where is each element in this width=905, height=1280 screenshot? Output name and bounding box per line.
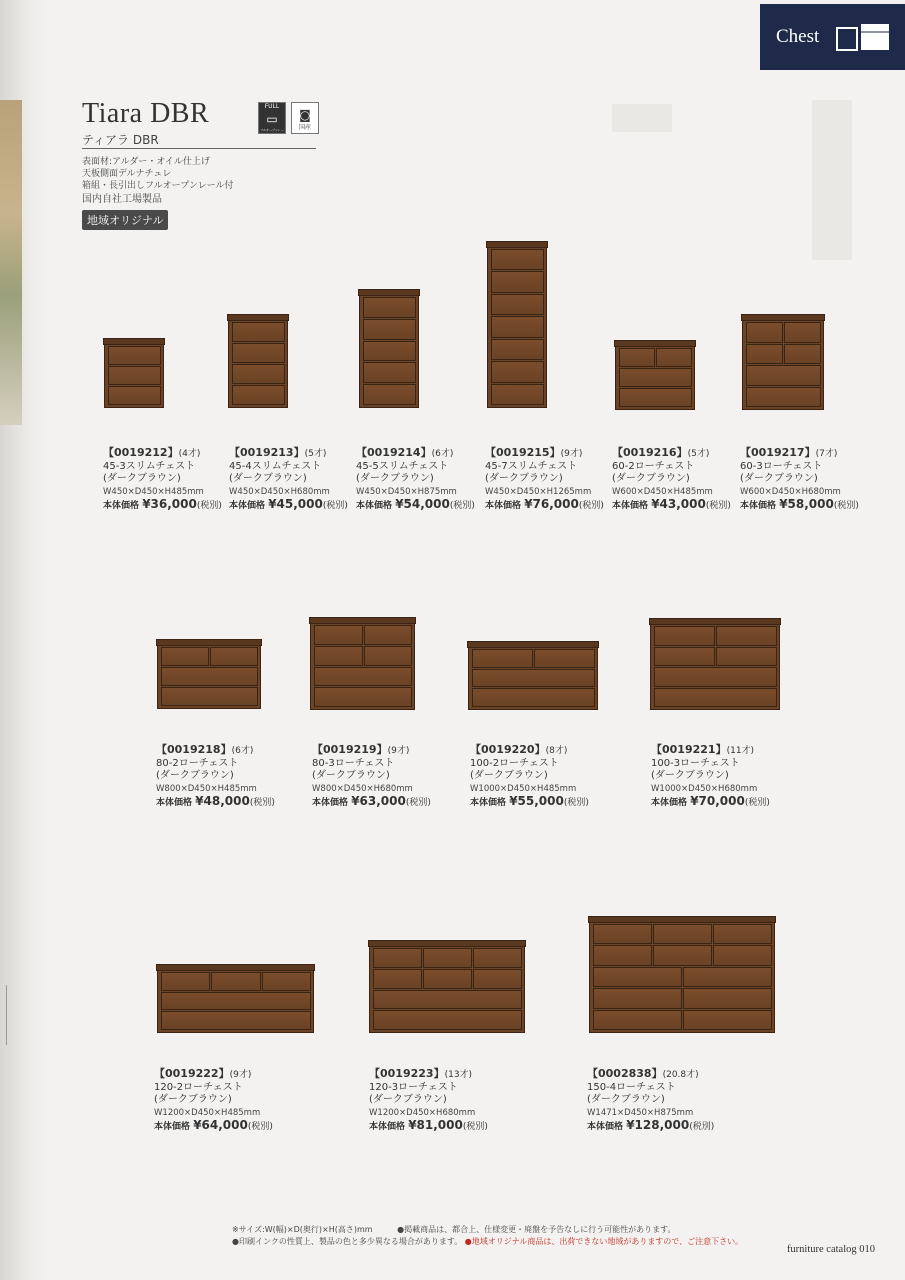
chest-drawer [211,972,260,991]
product-size: (5才) [304,449,327,459]
chest-drawer [210,647,258,666]
chest-top [486,241,548,248]
chest-drawer [472,669,595,688]
chest-drawer [363,297,416,318]
chest-icon [835,22,891,52]
product-size: (6才) [431,449,454,459]
product-color: (ダークブラウン) [651,770,729,781]
product-code: 【0019214】 [356,446,432,459]
product-size: (9才) [387,746,410,756]
product-code: 【0019212】 [103,446,179,459]
chest-drawer [314,625,363,645]
product-size: (13才) [444,1070,473,1080]
tax-note: (税別) [705,501,731,511]
chest-drawer [491,294,544,315]
chest-top [588,916,776,923]
chest-drawer [161,667,258,686]
price-label: 本体価格 [587,1122,624,1132]
product-code: 【0019213】 [229,446,305,459]
chest-top [467,641,599,648]
product-name: 80-3ローチェスト [312,757,395,769]
chest-drawer [373,948,422,968]
page-footer [787,1244,875,1255]
tax-note: (税別) [563,798,589,808]
previous-page-edge [0,985,7,1045]
product-dimensions: W1000×D450×H680mm [651,783,758,794]
chest-drawer [491,384,544,405]
product-size: (11才) [726,746,755,756]
product-size: (20.8才) [662,1070,699,1080]
product-info [154,1068,273,1134]
spec-line: 表面材:アルダー・オイル仕上げ [82,157,210,167]
product-code: 【0002838】 [587,1067,663,1080]
domestic-icon: ◙ 国産 [291,102,319,134]
price-label: 本体価格 [740,501,777,511]
product-code: 【0019220】 [470,743,546,756]
product-series-title: Tiara DBR [82,98,210,129]
product-price: ¥63,000 [351,794,406,808]
chest-drawer [619,348,655,367]
chest-drawer [683,967,772,987]
product-dimensions: W450×D450×H1265mm [485,486,592,497]
product-price: ¥45,000 [268,497,323,511]
product-info [369,1068,488,1134]
chest-image [104,340,164,408]
chest-drawer [472,688,595,707]
product-info [356,447,475,513]
price-label: 本体価格 [369,1122,406,1132]
product-code: 【0019223】 [369,1067,445,1080]
chest-drawer [683,1010,772,1030]
product-price: ¥64,000 [193,1118,248,1132]
regional-original-badge: 地域オリジナル [82,210,168,230]
product-size: (9才) [560,449,583,459]
tax-note: (税別) [833,501,859,511]
chest-drawer [314,646,363,666]
chest-drawer [314,667,412,687]
chest-drawer [656,348,692,367]
catalog-name: furniture catalog [786,1244,857,1255]
chest-image [228,316,288,408]
product-name: 45-4スリムチェスト [229,460,322,472]
product-color: (ダークブラウン) [612,473,690,484]
product-color: (ダークブラウン) [356,473,434,484]
chest-drawer [654,626,715,646]
tax-note: (税別) [462,1122,488,1132]
chest-drawer [373,969,422,989]
chest-drawer [364,625,413,645]
chest-drawer [161,1011,311,1030]
product-name: 120-3ローチェスト [369,1081,458,1093]
chest-drawer [713,924,772,944]
chest-drawer [491,271,544,292]
chest-drawer [363,362,416,383]
product-info [651,744,770,810]
price-label: 本体価格 [612,501,649,511]
chest-drawer [314,687,412,707]
chest-drawer [473,948,522,968]
product-size: (5才) [687,449,710,459]
product-color: (ダークブラウン) [156,770,234,781]
chest-drawer [784,322,821,343]
chest-drawer [262,972,311,991]
footnote-spec-change: ●掲載商品は、都合上、仕様変更・廃盤を予告なしに行う可能性があります。 [397,1225,676,1234]
page-number: 010 [859,1244,875,1255]
product-price: ¥36,000 [142,497,197,511]
product-color: (ダークブラウン) [485,473,563,484]
chest-drawer [161,647,209,666]
chest-drawer [373,1010,522,1030]
spec-line: 天板側面デルナチュレ [82,169,172,179]
product-price: ¥48,000 [195,794,250,808]
product-code: 【0019217】 [740,446,816,459]
chest-top [156,639,262,646]
chest-drawer [108,346,161,365]
chest-top [156,964,315,971]
tax-note: (税別) [744,798,770,808]
chest-drawer [593,967,682,987]
chest-drawer [653,945,712,965]
product-name: 80-2ローチェスト [156,757,239,769]
product-color: (ダークブラウン) [229,473,307,484]
chest-drawer [473,969,522,989]
product-name: 45-3スリムチェスト [103,460,196,472]
chest-drawer [373,990,522,1010]
product-price: ¥55,000 [509,794,564,808]
chest-top [741,314,825,321]
product-size: (8才) [545,746,568,756]
feature-sublabel: フルオープンレール [260,128,284,139]
tax-note: (税別) [196,501,222,511]
chest-image [487,243,547,408]
product-dimensions: W450×D450×H485mm [103,486,204,497]
product-price: ¥43,000 [651,497,706,511]
product-price: ¥76,000 [524,497,579,511]
price-label: 本体価格 [470,798,507,808]
product-price: ¥81,000 [408,1118,463,1132]
product-name: 60-3ローチェスト [740,460,823,472]
product-code: 【0019218】 [156,743,232,756]
title-divider [82,148,316,149]
product-dimensions: W1471×D450×H875mm [587,1107,694,1118]
chest-drawer [746,344,783,365]
product-series-subtitle: ティアラ DBR [82,133,159,147]
product-color: (ダークブラウン) [312,770,390,781]
product-dimensions: W450×D450×H875mm [356,486,457,497]
chest-drawer [784,344,821,365]
chest-top [368,940,526,947]
chest-drawer [232,343,285,363]
chest-drawer [716,647,777,667]
product-info [156,744,275,810]
product-name: 120-2ローチェスト [154,1081,243,1093]
product-size: (6才) [231,746,254,756]
chest-drawer [593,1010,682,1030]
product-dimensions: W600×D450×H680mm [740,486,841,497]
chest-drawer [746,365,821,386]
product-dimensions: W1200×D450×H485mm [154,1107,261,1118]
chest-drawer [472,649,533,668]
product-color: (ダークブラウン) [587,1094,665,1105]
product-price: ¥58,000 [779,497,834,511]
chest-drawer [491,249,544,270]
chest-drawer [161,972,210,991]
chest-drawer [593,924,652,944]
chest-image [615,342,695,410]
chest-drawer [653,924,712,944]
chest-top [358,289,420,296]
feature-icons [258,102,319,139]
product-size: (9才) [229,1070,252,1080]
chest-drawer [232,364,285,384]
product-price: ¥70,000 [690,794,745,808]
chest-drawer [593,988,682,1008]
chest-drawer [364,646,413,666]
chest-image [369,942,525,1033]
product-dimensions: W450×D450×H680mm [229,486,330,497]
product-code: 【0019222】 [154,1067,230,1080]
chest-drawer [108,366,161,385]
chest-drawer [491,361,544,382]
product-info [229,447,348,513]
chest-drawer [716,626,777,646]
chest-image [157,966,314,1033]
chest-drawer [683,988,772,1008]
chest-drawer [491,316,544,337]
tax-note: (税別) [578,501,604,511]
spec-line: 国内自社工場製品 [82,194,162,205]
chest-image [310,619,415,710]
product-name: 45-5スリムチェスト [356,460,449,472]
chest-drawer [619,368,692,387]
chest-image [359,291,419,408]
footnote-regional: ●地域オリジナル商品は、出荷できない地域がありますので、ご注意下さい。 [464,1237,744,1246]
product-color: (ダークブラウン) [369,1094,447,1105]
chest-drawer [654,647,715,667]
chest-top [614,340,696,347]
price-label: 本体価格 [156,798,193,808]
product-color: (ダークブラウン) [740,473,818,484]
price-label: 本体価格 [229,501,266,511]
product-info [612,447,731,513]
product-dimensions: W600×D450×H485mm [612,486,713,497]
tax-note: (税別) [247,1122,273,1132]
feature-label: FULL [264,103,280,110]
product-info [485,447,604,513]
product-info [740,447,859,513]
chest-drawer [423,948,472,968]
show-through-ghost [812,100,852,260]
product-price: ¥54,000 [395,497,450,511]
product-name: 60-2ローチェスト [612,460,695,472]
tax-note: (税別) [249,798,275,808]
product-dimensions: W1000×D450×H485mm [470,783,577,794]
chest-top [227,314,289,321]
chest-image [589,918,775,1033]
product-name: 45-7スリムチェスト [485,460,578,472]
product-code: 【0019219】 [312,743,388,756]
price-label: 本体価格 [651,798,688,808]
price-label: 本体価格 [356,501,393,511]
product-size: (7才) [815,449,838,459]
product-color: (ダークブラウン) [103,473,181,484]
chest-image [468,643,598,710]
chest-drawer [654,688,777,708]
chest-drawer [534,649,595,668]
chest-drawer [746,387,821,408]
product-info [103,447,222,513]
price-label: 本体価格 [103,501,140,511]
product-info [587,1068,714,1134]
price-label: 本体価格 [154,1122,191,1132]
full-open-rail-icon: FULL ▭ フルオープンレール [258,102,286,134]
product-size: (4才) [178,449,201,459]
product-name: 100-2ローチェスト [470,757,559,769]
product-code: 【0019216】 [612,446,688,459]
product-code: 【0019221】 [651,743,727,756]
chest-drawer [423,969,472,989]
section-tab-label: Chest [776,26,820,47]
previous-page-photo [0,100,22,425]
product-color: (ダークブラウン) [154,1094,232,1105]
chest-drawer [161,687,258,706]
product-dimensions: W800×D450×H680mm [312,783,413,794]
chest-image [742,316,824,410]
chest-drawer [161,992,311,1011]
product-info [470,744,589,810]
tax-note: (税別) [405,798,431,808]
product-color: (ダークブラウン) [470,770,548,781]
tax-note: (税別) [449,501,475,511]
chest-drawer [232,385,285,405]
chest-drawer [654,667,777,687]
chest-top [309,617,416,624]
product-dimensions: W800×D450×H485mm [156,783,257,794]
product-dimensions: W1200×D450×H680mm [369,1107,476,1118]
spec-line: 箱組・長引出しフルオープンレール付 [82,181,234,191]
chest-drawer [593,945,652,965]
price-label: 本体価格 [485,501,522,511]
section-tab-chest[interactable] [760,4,905,70]
price-label: 本体価格 [312,798,349,808]
product-name: 100-3ローチェスト [651,757,740,769]
chest-drawer [232,322,285,342]
spec-list [82,156,233,206]
chest-drawer [713,945,772,965]
product-code: 【0019215】 [485,446,561,459]
chest-drawer [108,386,161,405]
chest-image [157,641,261,709]
show-through-ghost [612,104,672,132]
chest-top [103,338,165,345]
footnote-size: ※サイズ:W(幅)×D(奥行)×H(高さ)mm [232,1225,373,1234]
feature-sublabel: 国産 [298,124,311,131]
tax-note: (税別) [689,1122,715,1132]
chest-drawer [619,388,692,407]
chest-drawer [491,339,544,360]
footnote-ink: ●印刷インクの性質上、製品の色と多少異なる場合があります。 [232,1237,463,1246]
chest-drawer [363,341,416,362]
chest-drawer [363,319,416,340]
footnotes [232,1224,743,1248]
product-info [312,744,431,810]
product-price: ¥128,000 [626,1118,690,1132]
product-name: 150-4ローチェスト [587,1081,676,1093]
chest-drawer [363,384,416,405]
chest-image [650,620,780,710]
chest-top [649,618,781,625]
tax-note: (税別) [322,501,348,511]
chest-drawer [746,322,783,343]
